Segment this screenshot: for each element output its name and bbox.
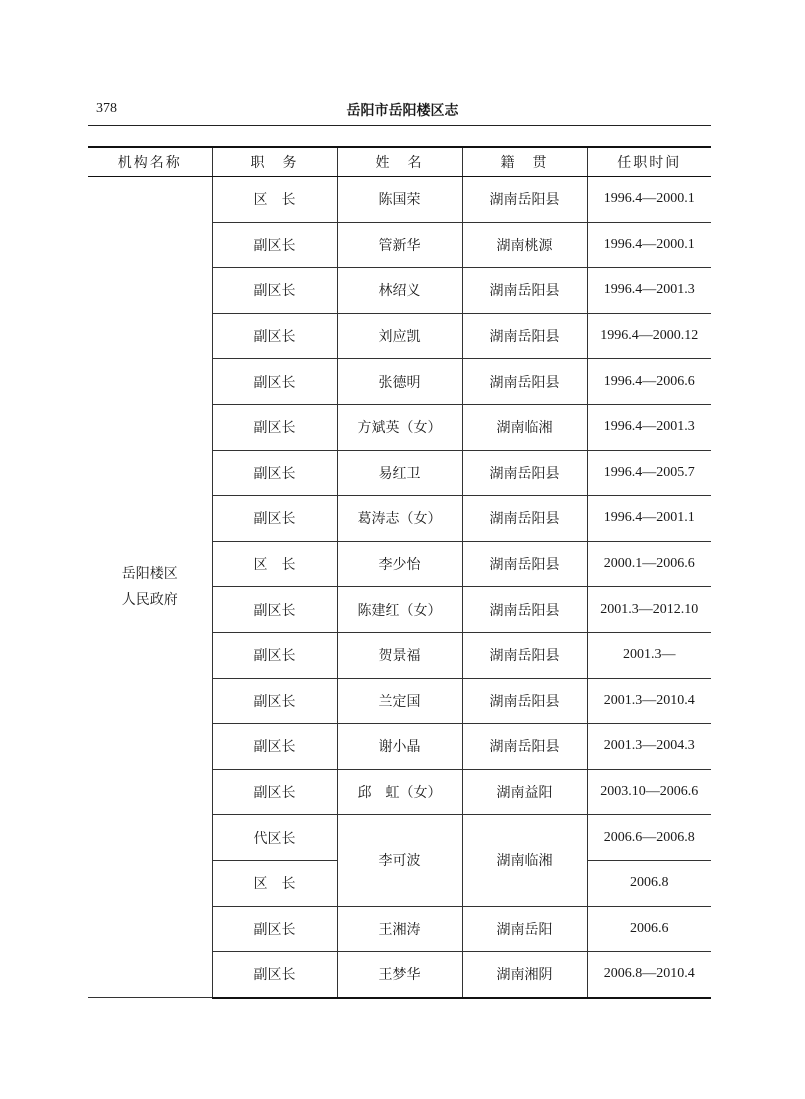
term-cell: 1996.4—2001.3 (587, 268, 711, 314)
origin-cell: 湖南岳阳县 (462, 496, 587, 542)
origin-cell: 湖南岳阳县 (462, 450, 587, 496)
name-cell: 陈建红（女） (337, 587, 462, 633)
officials-table (88, 146, 711, 999)
term-cell: 1996.4—2000.1 (587, 222, 711, 268)
name-cell: 管新华 (337, 222, 462, 268)
term-cell: 1996.4—2001.3 (587, 404, 711, 450)
running-title: 岳阳市岳阳楼区志 (346, 103, 459, 119)
position-cell: 副区长 (212, 359, 337, 405)
position-cell: 副区长 (212, 313, 337, 359)
term-cell: 2006.6—2006.8 (587, 815, 711, 861)
term-cell: 1996.4—2006.6 (587, 359, 711, 405)
name-cell: 谢小晶 (337, 724, 462, 770)
column-header-position: 职 务 (212, 147, 337, 177)
term-cell: 1996.4—2000.12 (587, 313, 711, 359)
term-cell: 1996.4—2001.1 (587, 496, 711, 542)
origin-cell: 湖南岳阳县 (462, 541, 587, 587)
position-cell: 副区长 (212, 404, 337, 450)
organization-cell (88, 177, 212, 998)
term-cell: 2001.3—2012.10 (587, 587, 711, 633)
merged-origin-cell: 湖南临湘 (462, 815, 587, 906)
origin-cell: 湖南岳阳县 (462, 724, 587, 770)
term-cell: 2001.3—2004.3 (587, 724, 711, 770)
name-cell: 方斌英（女） (337, 404, 462, 450)
table-header-row (88, 147, 711, 177)
position-cell: 副区长 (212, 952, 337, 998)
merged-name-cell: 李可波 (337, 815, 462, 906)
organization-name-line1: 岳阳楼区 (121, 566, 178, 583)
term-cell: 2001.3— (587, 632, 711, 678)
position-cell: 区 长 (212, 177, 337, 223)
position-cell: 副区长 (212, 724, 337, 770)
term-cell: 2006.6 (587, 906, 711, 952)
position-cell: 副区长 (212, 906, 337, 952)
name-cell: 李少怡 (337, 541, 462, 587)
position-cell: 副区长 (212, 678, 337, 724)
column-header-name: 姓 名 (337, 147, 462, 177)
name-cell: 林绍义 (337, 268, 462, 314)
name-cell: 刘应凯 (337, 313, 462, 359)
term-cell: 1996.4—2000.1 (587, 177, 711, 223)
position-cell: 副区长 (212, 222, 337, 268)
position-cell: 副区长 (212, 450, 337, 496)
origin-cell: 湖南临湘 (462, 404, 587, 450)
position-cell: 副区长 (212, 769, 337, 815)
name-cell: 张德明 (337, 359, 462, 405)
column-header-origin: 籍 贯 (462, 147, 587, 177)
header-rule (88, 125, 711, 126)
origin-cell: 湖南湘阴 (462, 952, 587, 998)
origin-cell: 湖南岳阳县 (462, 313, 587, 359)
term-cell: 2006.8—2010.4 (587, 952, 711, 998)
origin-cell: 湖南岳阳 (462, 906, 587, 952)
page-number: 378 (96, 101, 117, 116)
name-cell: 易红卫 (337, 450, 462, 496)
origin-cell: 湖南岳阳县 (462, 678, 587, 724)
origin-cell: 湖南岳阳县 (462, 632, 587, 678)
origin-cell: 湖南岳阳县 (462, 268, 587, 314)
position-cell: 区 长 (212, 860, 337, 906)
table-row (88, 177, 711, 223)
origin-cell: 湖南岳阳县 (462, 587, 587, 633)
name-cell: 邱 虹（女） (337, 769, 462, 815)
name-cell: 陈国荣 (337, 177, 462, 223)
column-header-term: 任职时间 (587, 147, 711, 177)
term-cell: 1996.4—2005.7 (587, 450, 711, 496)
term-cell: 2003.10—2006.6 (587, 769, 711, 815)
position-cell: 区 长 (212, 541, 337, 587)
column-header-organization: 机构名称 (88, 147, 212, 177)
name-cell: 葛涛志（女） (337, 496, 462, 542)
term-cell: 2001.3—2010.4 (587, 678, 711, 724)
position-cell: 副区长 (212, 632, 337, 678)
name-cell: 贺景福 (337, 632, 462, 678)
position-cell: 副区长 (212, 268, 337, 314)
position-cell: 代区长 (212, 815, 337, 861)
position-cell: 副区长 (212, 587, 337, 633)
position-cell: 副区长 (212, 496, 337, 542)
origin-cell: 湖南桃源 (462, 222, 587, 268)
term-cell: 2000.1—2006.6 (587, 541, 711, 587)
organization-name-line2: 人民政府 (121, 592, 178, 609)
term-cell: 2006.8 (587, 860, 711, 906)
origin-cell: 湖南岳阳县 (462, 359, 587, 405)
origin-cell: 湖南岳阳县 (462, 177, 587, 223)
origin-cell: 湖南益阳 (462, 769, 587, 815)
name-cell: 兰定国 (337, 678, 462, 724)
name-cell: 王梦华 (337, 952, 462, 998)
name-cell: 王湘涛 (337, 906, 462, 952)
